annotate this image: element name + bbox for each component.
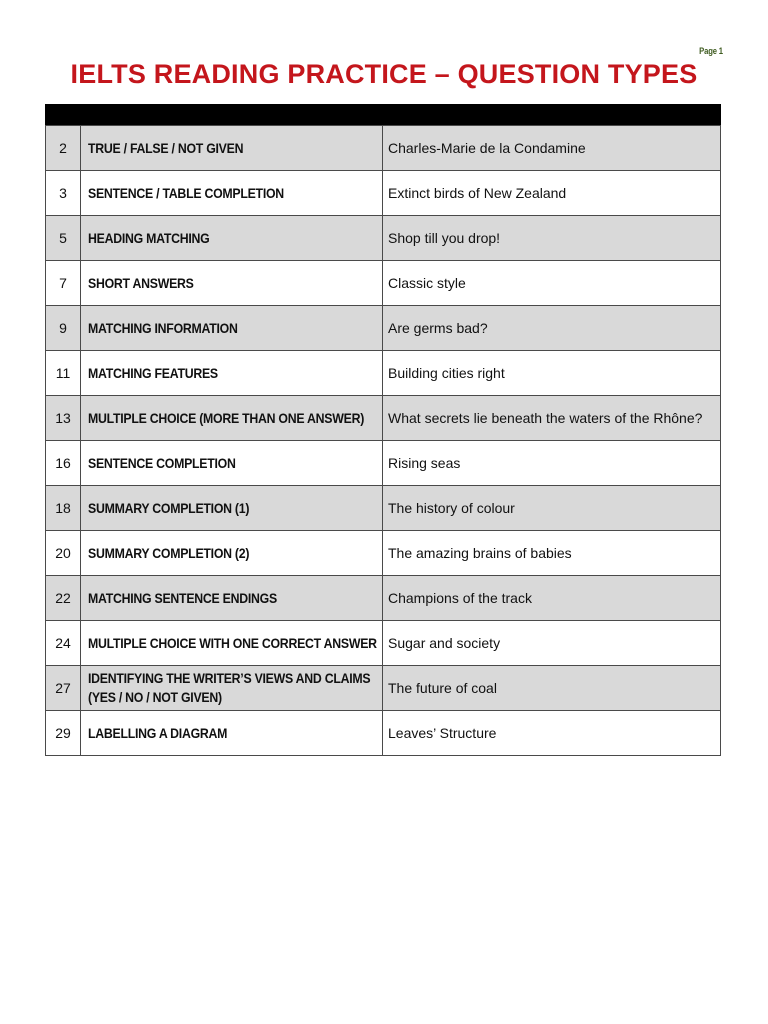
table-row bbox=[46, 621, 721, 666]
page-cell: 27 bbox=[46, 666, 81, 711]
page-cell: 9 bbox=[46, 306, 81, 351]
topic-cell: The amazing brains of babies bbox=[383, 531, 721, 576]
page-cell: 7 bbox=[46, 261, 81, 306]
topic-cell: Rising seas bbox=[383, 441, 721, 486]
question-type-cell bbox=[81, 576, 383, 621]
topic-cell: Shop till you drop! bbox=[383, 216, 721, 261]
question-type-text: LABELLING A DIAGRAM bbox=[88, 724, 228, 741]
table-row bbox=[46, 216, 721, 261]
page-cell: 29 bbox=[46, 711, 81, 756]
question-type-cell bbox=[81, 621, 383, 666]
table-row bbox=[46, 126, 721, 171]
topic-cell: What secrets lie beneath the waters of the Rhône? bbox=[383, 396, 721, 441]
question-type-cell bbox=[81, 396, 383, 441]
question-type-cell bbox=[81, 531, 383, 576]
question-type-text: TRUE / FALSE / NOT GIVEN bbox=[88, 139, 244, 156]
page-cell: 3 bbox=[46, 171, 81, 216]
topic-cell: Are germs bad? bbox=[383, 306, 721, 351]
question-type-cell bbox=[81, 126, 383, 171]
page-cell: 11 bbox=[46, 351, 81, 396]
page-cell: 24 bbox=[46, 621, 81, 666]
question-type-cell bbox=[81, 306, 383, 351]
topic-cell: Extinct birds of New Zealand bbox=[383, 171, 721, 216]
table-row bbox=[46, 351, 721, 396]
question-type-cell bbox=[81, 261, 383, 306]
table-row bbox=[46, 576, 721, 621]
question-type-text: SUMMARY COMPLETION (2) bbox=[88, 544, 250, 561]
page-cell: 18 bbox=[46, 486, 81, 531]
table-body bbox=[46, 126, 721, 756]
table-row bbox=[46, 396, 721, 441]
table-row bbox=[46, 486, 721, 531]
table-row bbox=[46, 441, 721, 486]
question-type-text: SHORT ANSWERS bbox=[88, 274, 194, 291]
page-cell: 13 bbox=[46, 396, 81, 441]
topic-cell: Champions of the track bbox=[383, 576, 721, 621]
question-type-cell bbox=[81, 171, 383, 216]
page-cell: 5 bbox=[46, 216, 81, 261]
question-type-text: MULTIPLE CHOICE WITH ONE CORRECT ANSWER bbox=[88, 634, 377, 651]
topic-cell: Leaves’ Structure bbox=[383, 711, 721, 756]
table-header-bar bbox=[45, 104, 721, 125]
question-type-text: MATCHING SENTENCE ENDINGS bbox=[88, 589, 277, 606]
question-type-text: HEADING MATCHING bbox=[88, 229, 210, 246]
page-cell: 16 bbox=[46, 441, 81, 486]
page-cell: 22 bbox=[46, 576, 81, 621]
table-row bbox=[46, 531, 721, 576]
topic-cell: Charles-Marie de la Condamine bbox=[383, 126, 721, 171]
question-type-cell bbox=[81, 486, 383, 531]
topic-cell: Classic style bbox=[383, 261, 721, 306]
question-types-table bbox=[45, 125, 721, 756]
question-type-text: MATCHING INFORMATION bbox=[88, 319, 238, 336]
question-type-text: SENTENCE / TABLE COMPLETION bbox=[88, 184, 284, 201]
page-title: IELTS READING PRACTICE – QUESTION TYPES bbox=[70, 59, 698, 89]
question-type-cell bbox=[81, 666, 383, 711]
table-row bbox=[46, 171, 721, 216]
topic-cell: The future of coal bbox=[383, 666, 721, 711]
table-row bbox=[46, 306, 721, 351]
page-cell: 2 bbox=[46, 126, 81, 171]
question-type-text: SUMMARY COMPLETION (1) bbox=[88, 499, 250, 516]
table-row bbox=[46, 711, 721, 756]
question-type-cell bbox=[81, 216, 383, 261]
table-row bbox=[46, 261, 721, 306]
topic-cell: Building cities right bbox=[383, 351, 721, 396]
question-type-text: MATCHING FEATURES bbox=[88, 364, 218, 381]
page-number: Page 1 bbox=[699, 46, 723, 56]
question-type-text: IDENTIFYING THE WRITER’S VIEWS AND CLAIMS (YES / NO / NOT GIVEN) bbox=[88, 670, 371, 705]
question-type-cell bbox=[81, 351, 383, 396]
topic-cell: Sugar and society bbox=[383, 621, 721, 666]
question-type-text: SENTENCE COMPLETION bbox=[88, 454, 236, 471]
topic-cell: The history of colour bbox=[383, 486, 721, 531]
question-type-text: MULTIPLE CHOICE (MORE THAN ONE ANSWER) bbox=[88, 409, 365, 426]
question-type-cell bbox=[81, 711, 383, 756]
page-cell: 20 bbox=[46, 531, 81, 576]
table-row bbox=[46, 666, 721, 711]
question-type-cell bbox=[81, 441, 383, 486]
question-types-table-wrapper bbox=[45, 104, 721, 756]
